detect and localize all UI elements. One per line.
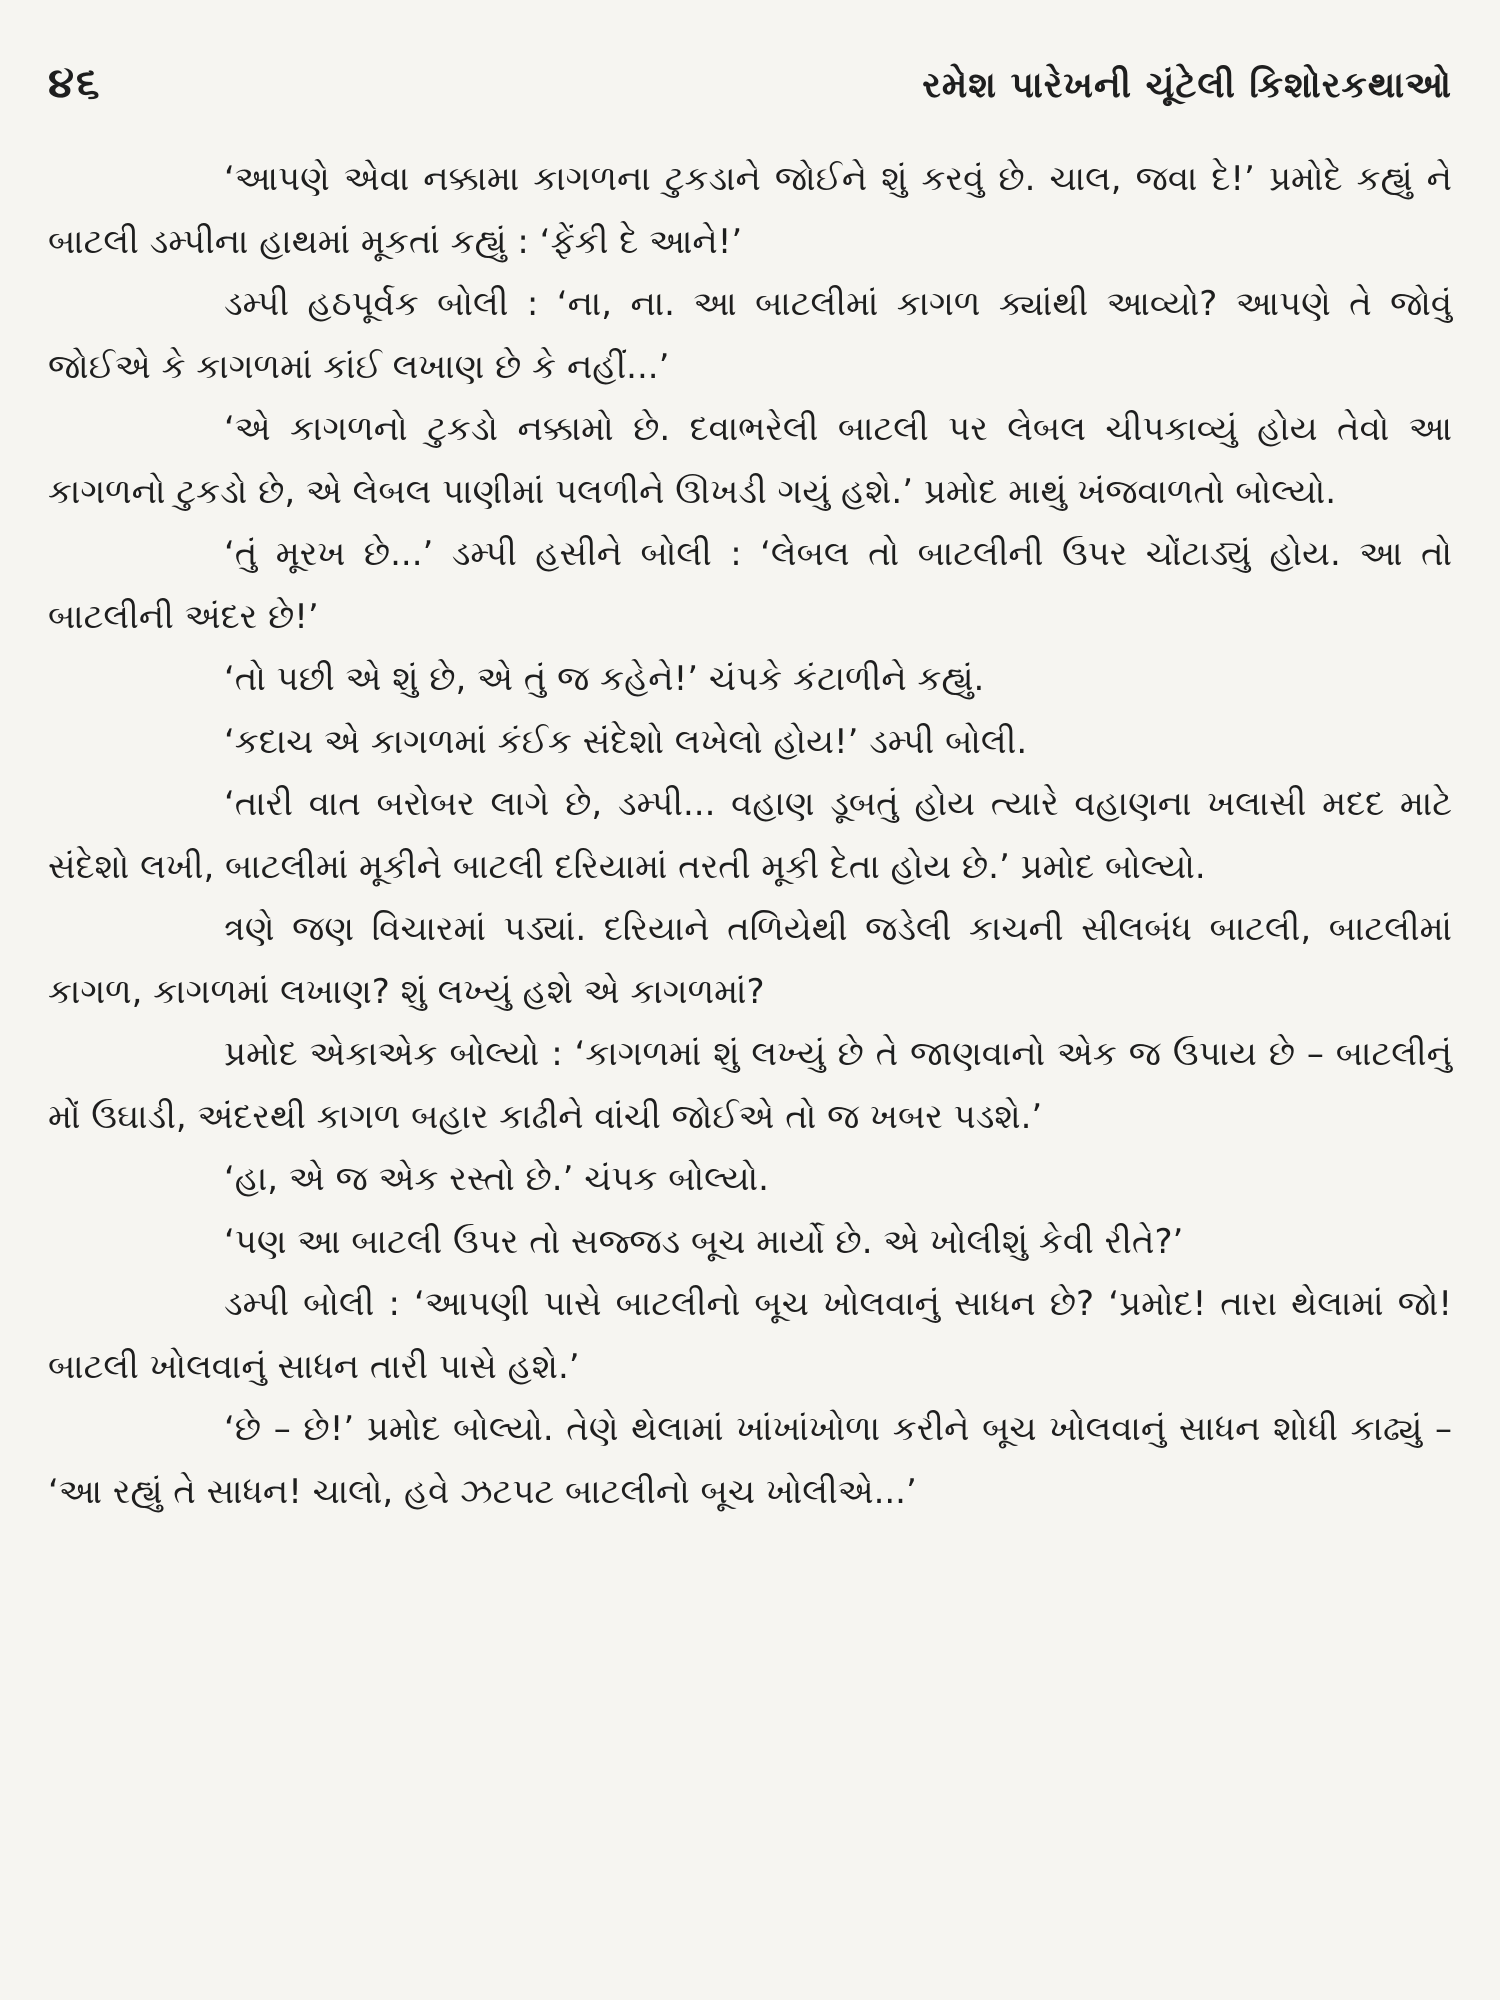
paragraph: ‘હા, એ જ એક રસ્તો છે.’ ચંપક બોલ્યો.	[224, 1159, 769, 1199]
paragraph: ‘તો પછી એ શું છે, એ તું જ કહેને!’ ચંપકે કંટાળીને કહ્યું.	[224, 659, 985, 699]
page-body	[48, 148, 1452, 1523]
paragraph: ‘એ કાગળનો ટુકડો નક્કામો છે. દવાભરેલી બાટલી પર લેબલ ચીપકાવ્યું હોય તેવો આ કાગળનો ટુકડો છે, એ લેબલ પાણીમાં પલળીને ઊખડી ગયું હશે.’ પ્રમોદ માથું ખંજવાળતો બોલ્યો.	[48, 409, 1452, 512]
paragraph: પ્રમોદ એકાએક બોલ્યો : ‘કાગળમાં શું લખ્યું છે તે જાણવાનો એક જ ઉપાય છે – બાટલીનું મોં ઉઘાડી, અંદરથી કાગળ બહાર કાઢીને વાંચી જોઈએ તો જ ખબર પડશે.’	[48, 1034, 1452, 1137]
paragraph: ‘તું મૂરખ છે...’ ડમ્પી હસીને બોલી : ‘લેબલ તો બાટલીની ઉપર ચોંટાડ્યું હોય. આ તો બાટલીની અંદર છે!’	[48, 534, 1452, 637]
page-number: ૪૬	[48, 58, 102, 107]
paragraph: ડમ્પી બોલી : ‘આપણી પાસે બાટલીનો બૂચ ખોલવાનું સાધન છે? ‘પ્રમોદ! તારા થેલામાં જો! બાટલી ખોલવાનું સાધન તારી પાસે હશે.’	[48, 1284, 1452, 1387]
paragraph: ‘કદાચ એ કાગળમાં કંઈક સંદેશો લખેલો હોય!’ ડમ્પી બોલી.	[224, 721, 1028, 762]
paragraph: ત્રણે જણ વિચારમાં પડ્યાં. દરિયાને તળિયેથી જડેલી કાચની સીલબંધ બાટલી, બાટલીમાં કાગળ, કાગળમાં લખાણ? શું લખ્યું હશે એ કાગળમાં?	[48, 909, 1452, 1012]
paragraph: ‘આપણે એવા નક્કામા કાગળના ટુકડાને જોઈને શું કરવું છે. ચાલ, જવા દે!’ પ્રમોદે કહ્યું ને બાટલી ડમ્પીના હાથમાં મૂકતાં કહ્યું : ‘ફેંકી દે આને!’	[48, 159, 1452, 262]
paragraph: ‘પણ આ બાટલી ઉપર તો સજ્જડ બૂચ માર્યો છે. એ ખોલીશું કેવી રીતે?’	[224, 1221, 1184, 1262]
paragraph: ‘તારી વાત બરોબર લાગે છે, ડમ્પી... વહાણ ડૂબતું હોય ત્યારે વહાણના ખલાસી મદદ માટે સંદેશો લખી, બાટલીમાં મૂકીને બાટલી દરિયામાં તરતી મૂકી દેતા હોય છે.’ પ્રમોદ બોલ્યો.	[48, 784, 1452, 887]
paragraph: ‘છે – છે!’ પ્રમોદ બોલ્યો. તેણે થેલામાં ખાંખાંખોળા કરીને બૂચ ખોલવાનું સાધન શોધી કાઢ્યું – ‘આ રહ્યું તે સાધન! ચાલો, હવે ઝટપટ બાટલીનો બૂચ ખોલીએ...’	[48, 1409, 1452, 1512]
page-header	[48, 58, 1452, 118]
paragraph: ડમ્પી હઠપૂર્વક બોલી : ‘ના, ના. આ બાટલીમાં કાગળ ક્યાંથી આવ્યો? આપણે તે જોવું જોઈએ કે કાગળમાં કાંઈ લખાણ છે કે નહીં...’	[48, 284, 1452, 387]
running-title: રમેશ પારેખની ચૂંટેલી કિશોરકથાઓ	[922, 65, 1452, 106]
